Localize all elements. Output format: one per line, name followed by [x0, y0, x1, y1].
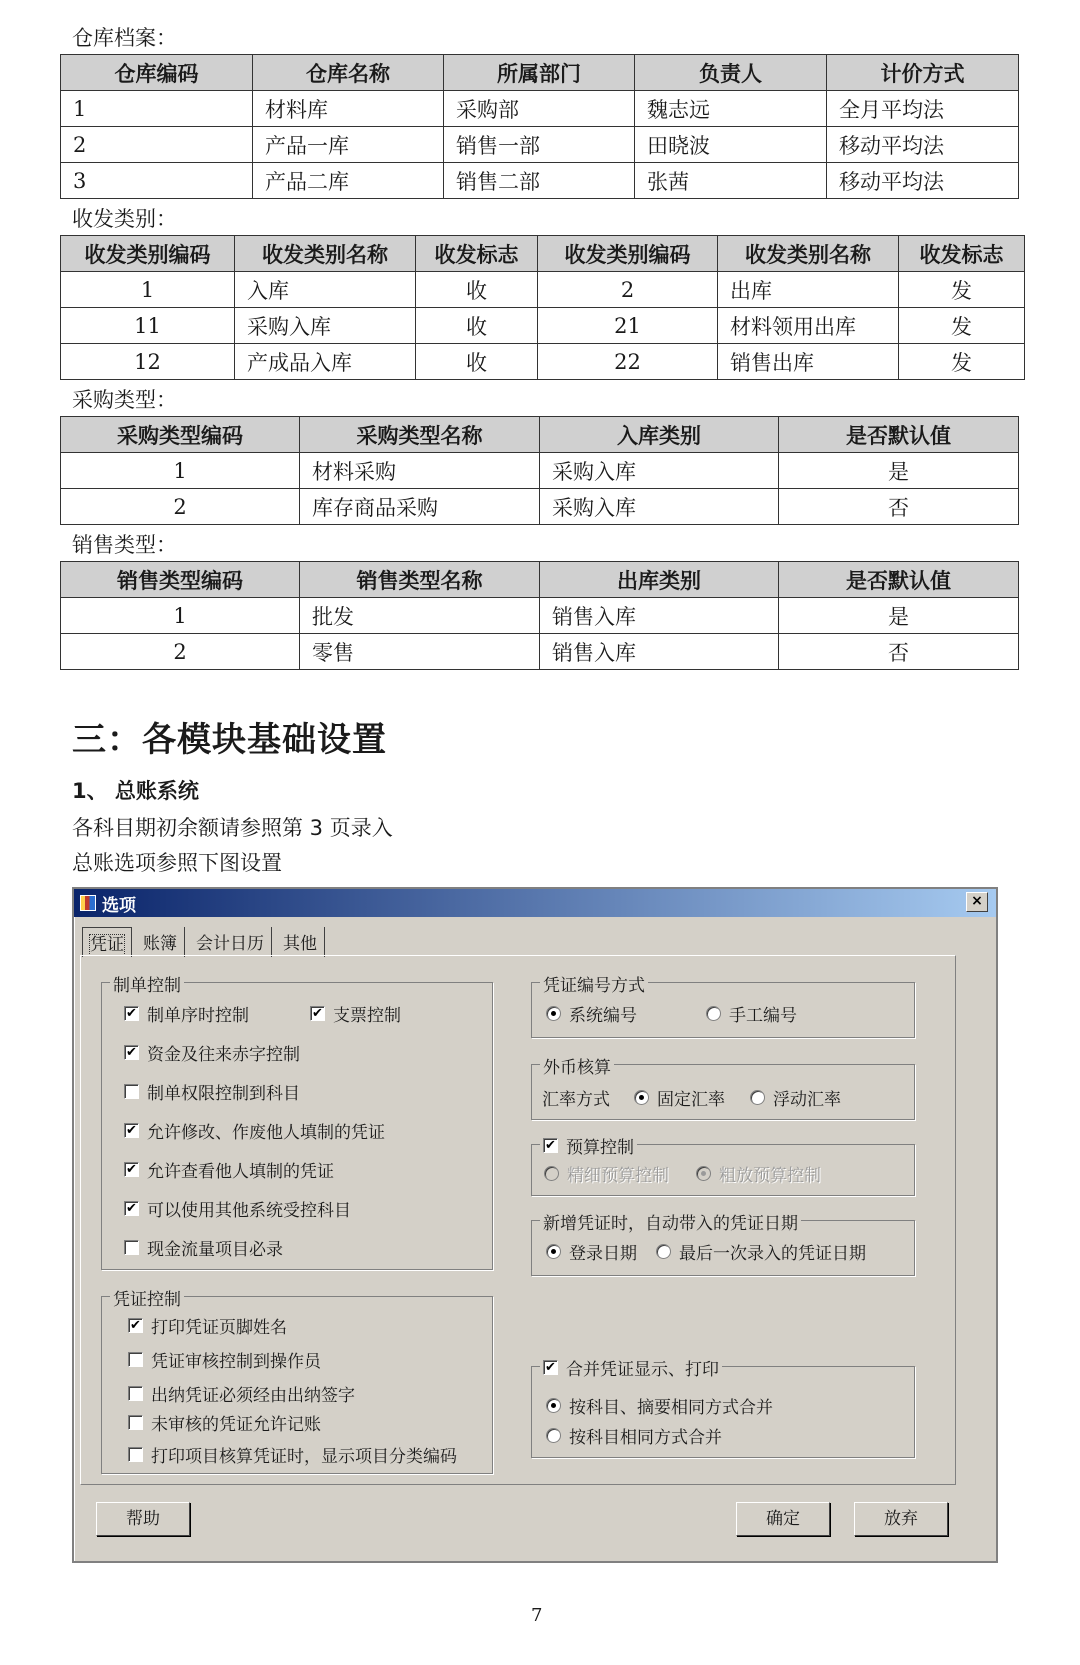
option-row[interactable]: [124, 1118, 385, 1143]
table-cell: 22: [538, 344, 718, 380]
checkbox[interactable]: [128, 1352, 143, 1367]
option-row[interactable]: [128, 1410, 321, 1435]
checkbox[interactable]: [124, 1240, 139, 1255]
table-cell: 发: [899, 272, 1025, 308]
table-cell: 材料采购: [300, 453, 540, 489]
table-header-row: [61, 562, 1019, 598]
table-cell: 1: [61, 91, 253, 127]
table-cell: 出库: [718, 272, 899, 308]
column-header: 采购类型编码: [61, 417, 300, 453]
table-cell: 张茜: [635, 163, 827, 199]
option-label: 允许查看他人填制的凭证: [147, 1162, 334, 1182]
option-label: 资金及往来赤字控制: [147, 1045, 300, 1065]
option-label: 允许修改、作废他人填制的凭证: [147, 1123, 385, 1143]
recv-table: [60, 235, 1025, 380]
forex-prefix: 汇率方式: [542, 1090, 610, 1110]
group-title: 凭证控制: [110, 1285, 184, 1310]
option-label: 打印项目核算凭证时，显示项目分类编码: [151, 1447, 457, 1467]
option-label: 现金流量项目必录: [147, 1240, 283, 1260]
checkbox[interactable]: ✔: [124, 1045, 139, 1060]
paragraph-1: 各科目期初余额请参照第 3 页录入: [72, 816, 393, 840]
table-cell: 采购入库: [235, 308, 416, 344]
column-header: 出库类别: [540, 562, 779, 598]
checkbox[interactable]: ✔: [124, 1162, 139, 1177]
table-cell: 销售二部: [444, 163, 635, 199]
option-row[interactable]: [128, 1313, 287, 1338]
page-number: 7: [531, 1605, 543, 1626]
table-row: [61, 344, 1025, 380]
sales-label: 销售类型：: [72, 533, 177, 557]
radio-button[interactable]: [546, 1006, 561, 1021]
table-cell: 全月平均法: [827, 91, 1019, 127]
close-button[interactable]: ×: [966, 892, 988, 912]
table-cell: 11: [61, 308, 235, 344]
table-cell: 否: [779, 634, 1019, 670]
group-title: ✔ 预算控制: [540, 1133, 637, 1158]
radio-button[interactable]: [546, 1398, 561, 1413]
radio-button[interactable]: [546, 1244, 561, 1259]
sales-table: [60, 561, 1019, 670]
column-header: 仓库编码: [61, 55, 253, 91]
option-row[interactable]: [124, 1079, 300, 1104]
table-row: [61, 91, 1019, 127]
table-cell: 收: [416, 344, 538, 380]
option-label: 最后一次录入的凭证日期: [679, 1244, 866, 1264]
table-cell: 产成品入库: [235, 344, 416, 380]
radio-merge-subject-summary[interactable]: [546, 1393, 773, 1418]
option-label: 按科目、摘要相同方式合并: [569, 1398, 773, 1418]
table-cell: 1: [61, 272, 235, 308]
option-label: 系统编号: [569, 1006, 637, 1026]
table-cell: 入库: [235, 272, 416, 308]
column-header: 采购类型名称: [300, 417, 540, 453]
table-cell: 是: [779, 598, 1019, 634]
column-header: 收发类别名称: [718, 236, 899, 272]
group-budget: [531, 1138, 915, 1196]
tab-voucher[interactable]: [82, 927, 132, 957]
checkbox[interactable]: [128, 1447, 143, 1462]
checkbox[interactable]: [128, 1415, 143, 1430]
help-button[interactable]: 帮助: [96, 1502, 190, 1536]
table-cell: 销售出库: [718, 344, 899, 380]
tab-calendar[interactable]: 会计日历: [189, 927, 272, 957]
table-cell: 材料领用出库: [718, 308, 899, 344]
warehouse-label: 仓库档案：: [72, 26, 177, 50]
column-header: 收发类别名称: [235, 236, 416, 272]
table-cell: 收: [416, 272, 538, 308]
radio-system-number[interactable]: [546, 1001, 637, 1026]
column-header: 收发标志: [416, 236, 538, 272]
table-row: [61, 634, 1019, 670]
table-row: [61, 308, 1025, 344]
checkbox[interactable]: ✔: [124, 1201, 139, 1216]
recv-label: 收发类别：: [72, 207, 177, 231]
table-cell: 否: [779, 489, 1019, 525]
table-header-row: [61, 236, 1025, 272]
table-cell: 2: [61, 489, 300, 525]
group-pingzheng: [101, 1290, 493, 1474]
radio-last-date[interactable]: [656, 1239, 866, 1264]
option-label: 登录日期: [569, 1244, 637, 1264]
group-forex: [531, 1058, 915, 1120]
radio-button[interactable]: [656, 1244, 671, 1259]
table-cell: 1: [61, 598, 300, 634]
app-icon: [80, 895, 96, 911]
group-title: 新增凭证时，自动带入的凭证日期: [540, 1209, 801, 1234]
group-title: ✔ 合并凭证显示、打印: [540, 1355, 722, 1380]
table-header-row: [61, 417, 1019, 453]
option-row[interactable]: [128, 1381, 355, 1406]
option-row[interactable]: [124, 1196, 351, 1221]
options-dialog: [72, 887, 998, 1563]
table-cell: 收: [416, 308, 538, 344]
table-cell: 移动平均法: [827, 127, 1019, 163]
option-label: 制单权限控制到科目: [147, 1084, 300, 1104]
option-label: 支票控制: [333, 1006, 401, 1026]
table-cell: 12: [61, 344, 235, 380]
option-row[interactable]: [128, 1347, 321, 1372]
tab-bar: [82, 927, 329, 957]
table-cell: 采购部: [444, 91, 635, 127]
radio-manual-number[interactable]: [706, 1001, 797, 1026]
table-cell: 批发: [300, 598, 540, 634]
column-header: 入库类别: [540, 417, 779, 453]
option-label: 制单序时控制: [147, 1006, 249, 1026]
merge-checkbox[interactable]: ✔: [543, 1360, 558, 1375]
option-label: 未审核的凭证允许记账: [151, 1415, 321, 1435]
column-header: 所属部门: [444, 55, 635, 91]
column-header: 销售类型编码: [61, 562, 300, 598]
ok-button[interactable]: 确定: [736, 1502, 830, 1536]
tab-label: 凭证: [90, 935, 124, 955]
table-row: [61, 163, 1019, 199]
radio-fixed-rate[interactable]: [634, 1085, 725, 1110]
table-cell: 采购入库: [540, 489, 779, 525]
table-cell: 2: [538, 272, 718, 308]
option-row[interactable]: [124, 1157, 334, 1182]
column-header: 收发类别编码: [538, 236, 718, 272]
option-row[interactable]: [128, 1442, 457, 1467]
table-cell: 是: [779, 453, 1019, 489]
radio-fine-budget[interactable]: [544, 1161, 669, 1186]
option-label: 出纳凭证必须经由出纳签字: [151, 1386, 355, 1406]
checkbox[interactable]: [124, 1084, 139, 1099]
group-title: 外币核算: [540, 1053, 614, 1078]
table-row: [61, 127, 1019, 163]
table-cell: 2: [61, 127, 253, 163]
table-cell: 发: [899, 308, 1025, 344]
purchase-table: [60, 416, 1019, 525]
checkbox[interactable]: ✔: [124, 1006, 139, 1021]
option-label: 粗放预算控制: [719, 1166, 821, 1186]
column-header: 计价方式: [827, 55, 1019, 91]
option-row[interactable]: [124, 1235, 283, 1260]
radio-login-date[interactable]: [546, 1239, 637, 1264]
radio-button[interactable]: [706, 1006, 721, 1021]
column-header: 是否默认值: [779, 417, 1019, 453]
table-cell: 1: [61, 453, 300, 489]
table-cell: 移动平均法: [827, 163, 1019, 199]
tab-other[interactable]: 其他: [276, 927, 325, 957]
table-cell: 21: [538, 308, 718, 344]
table-cell: 3: [61, 163, 253, 199]
column-header: 销售类型名称: [300, 562, 540, 598]
table-cell: 销售入库: [540, 598, 779, 634]
group-zhidan: [101, 976, 493, 1270]
section-title: 三：各模块基础设置: [72, 720, 387, 760]
column-header: 仓库名称: [253, 55, 444, 91]
table-row: [61, 598, 1019, 634]
dialog-title: 选项: [102, 895, 136, 916]
checkbox[interactable]: [128, 1386, 143, 1401]
group-title: 制单控制: [110, 971, 184, 996]
radio-merge-subject[interactable]: [546, 1423, 722, 1448]
checkbox[interactable]: ✔: [124, 1123, 139, 1138]
radio-button[interactable]: [634, 1090, 649, 1105]
column-header: 收发类别编码: [61, 236, 235, 272]
table-cell: 采购入库: [540, 453, 779, 489]
checkbox[interactable]: ✔: [310, 1006, 325, 1021]
option-label: 精细预算控制: [567, 1166, 669, 1186]
table-cell: 销售一部: [444, 127, 635, 163]
group-new-date: [531, 1214, 915, 1276]
option-row[interactable]: [310, 1001, 401, 1026]
option-label: 浮动汇率: [773, 1090, 841, 1110]
table-cell: 产品二库: [253, 163, 444, 199]
option-row[interactable]: [124, 1001, 249, 1026]
option-label: 手工编号: [729, 1006, 797, 1026]
option-label: 打印凭证页脚姓名: [151, 1318, 287, 1338]
table-cell: 销售入库: [540, 634, 779, 670]
subsection-title: 1、 总账系统: [72, 779, 199, 803]
dialog-titlebar: [74, 889, 996, 917]
table-row: [61, 272, 1025, 308]
group-title: 凭证编号方式: [540, 971, 648, 996]
paragraph-2: 总账选项参照下图设置: [72, 851, 282, 875]
radio-button[interactable]: [696, 1166, 711, 1181]
tab-ledger[interactable]: 账簿: [136, 927, 185, 957]
option-label: 可以使用其他系统受控科目: [147, 1201, 351, 1221]
warehouse-table: [60, 54, 1019, 199]
tab-panel: [80, 955, 956, 1485]
radio-coarse-budget[interactable]: [696, 1161, 821, 1186]
column-header: 负责人: [635, 55, 827, 91]
radio-button[interactable]: [750, 1090, 765, 1105]
budget-checkbox[interactable]: ✔: [543, 1138, 558, 1153]
table-row: [61, 453, 1019, 489]
column-header: 收发标志: [899, 236, 1025, 272]
radio-floating-rate[interactable]: [750, 1085, 841, 1110]
radio-button[interactable]: [544, 1166, 559, 1181]
table-row: [61, 489, 1019, 525]
table-cell: 产品一库: [253, 127, 444, 163]
purchase-label: 采购类型：: [72, 388, 177, 412]
table-cell: 材料库: [253, 91, 444, 127]
table-cell: 发: [899, 344, 1025, 380]
option-row[interactable]: [124, 1040, 300, 1065]
column-header: 是否默认值: [779, 562, 1019, 598]
group-numbering: [531, 976, 915, 1038]
option-label: 按科目相同方式合并: [569, 1428, 722, 1448]
table-cell: 零售: [300, 634, 540, 670]
table-header-row: [61, 55, 1019, 91]
cancel-button[interactable]: 放弃: [854, 1502, 948, 1536]
table-cell: 2: [61, 634, 300, 670]
option-label: 固定汇率: [657, 1090, 725, 1110]
table-cell: 田晓波: [635, 127, 827, 163]
table-cell: 库存商品采购: [300, 489, 540, 525]
radio-button[interactable]: [546, 1428, 561, 1443]
option-label: 凭证审核控制到操作员: [151, 1352, 321, 1372]
group-merge: [531, 1360, 915, 1458]
checkbox[interactable]: ✔: [128, 1318, 143, 1333]
table-cell: 魏志远: [635, 91, 827, 127]
